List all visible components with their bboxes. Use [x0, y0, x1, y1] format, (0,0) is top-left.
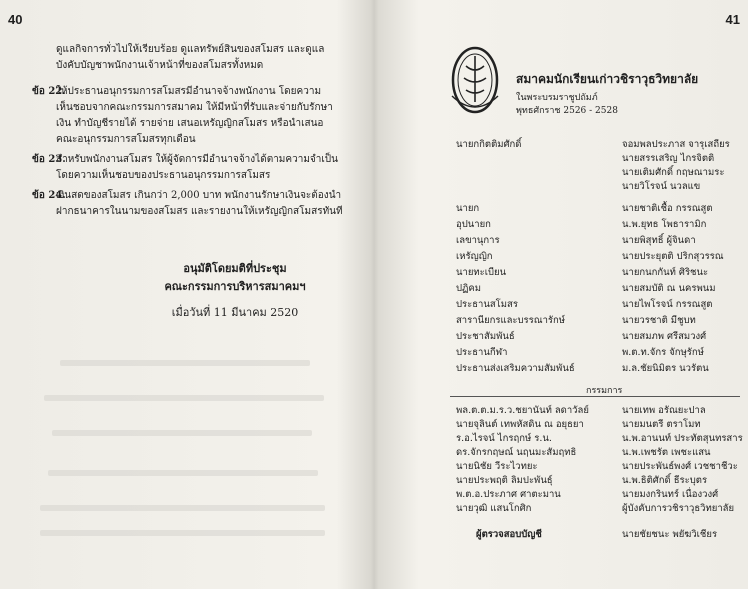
committee-label: กรรมการ — [586, 386, 623, 396]
show-through-mark — [52, 430, 312, 436]
show-through-mark — [40, 530, 325, 536]
officer-name: นายพิสุทธิ์ ผู้จินดา — [622, 235, 696, 246]
association-seal-icon — [444, 44, 506, 118]
article-number: ข้อ 22. — [32, 86, 66, 97]
text-line: เงิน ทำบัญชีรายได้ รายจ่าย เสนอเหรัญญิกสโมสร หรือนำเสนอ — [56, 118, 324, 129]
committee-member: น.พ.ธิติศักดิ์ ธีระบุตร — [622, 475, 708, 486]
approval-date: เมื่อวันที่ 11 มีนาคม 2520 — [171, 306, 299, 319]
committee-member: นายประพฤติ ลิมปะพันธุ์ — [456, 475, 553, 486]
position-label: นายกกิตติมศักดิ์ — [456, 139, 522, 150]
position-label: นายทะเบียน — [456, 267, 507, 278]
committee-member: นายเทพ อรัณยะปาล — [622, 405, 706, 416]
text-line: สำหรับพนักงานสโมสร ให้ผู้จัดการมีอำนาจจ้างได้ตามความจำเป็น — [56, 154, 338, 165]
officer-name: นายประยุตติ ปริกสุวรรณ — [622, 251, 724, 262]
text-line: คณะอนุกรรมการสโมสรทุกเดือน — [56, 134, 196, 145]
auditor-name: นายชัยชนะ พยัฆวิเชียร — [622, 529, 718, 540]
committee-member: พล.ต.ต.ม.ร.ว.ชยานันท์ ลดาวัลย์ — [456, 405, 589, 416]
term-years: พุทธศักราช 2526 - 2528 — [516, 106, 618, 116]
officer-name: น.พ.ยุทธ โพธารามิก — [622, 219, 707, 230]
text-line: ฝากธนาคารในนามของสโมสร และรายงานให้เหรัญญิกสโมสรทันที — [56, 206, 343, 217]
approval-line: คณะกรรมการบริหารสมาคมฯ — [164, 280, 306, 293]
committee-member: นายนิชัย วีระไวทยะ — [456, 461, 538, 472]
position-label: ประธานส่งเสริมความสัมพันธ์ — [456, 363, 575, 374]
position-label: สารานียกรและบรรณารักษ์ — [456, 315, 566, 326]
officer-name: จอมพลประภาส จารุเสถียร — [622, 139, 730, 150]
committee-member: น.พ.เพชรัต เพชะแสน — [622, 447, 711, 458]
show-through-mark — [40, 505, 325, 511]
committee-member: ดร.จักรกฤษณ์ นฤนมะสัมฤทธิ — [456, 447, 577, 458]
text-line: เห็นชอบจากคณะกรรมการสมาคม ให้มีหน้าที่รับและจ่ายกับรักษา — [56, 102, 333, 113]
article-number: ข้อ 23. — [32, 154, 66, 165]
text-line: เงินสดของสโมสร เกินกว่า 2,000 บาท พนักงานรักษาเงินจะต้องนำ — [56, 190, 342, 201]
show-through-mark — [60, 360, 310, 366]
officer-name: ม.ล.ชัยนิมิตร นวรัตน — [622, 363, 709, 374]
approval-block — [120, 260, 350, 296]
text-line: ดูแลกิจการทั่วไปให้เรียบร้อย ดูแลทรัพย์สินของสโมสร และดูแล — [56, 44, 325, 55]
divider — [450, 396, 740, 397]
committee-member: น.พ.อานนท์ ประทัตสุนทรสาร — [622, 433, 743, 444]
position-label: เหรัญญิก — [456, 251, 493, 262]
officer-name: นายวรชาติ มีชูบท — [622, 315, 696, 326]
text-line: บังคับบัญชาพนักงานเจ้าหน้าที่ของสโมสรทั้งหมด — [56, 60, 264, 71]
left-page — [0, 0, 372, 589]
committee-member: ผู้บังคับการวชิราวุธวิทยาลัย — [622, 503, 735, 514]
position-label: ประชาสัมพันธ์ — [456, 331, 515, 342]
position-label: อุปนายก — [456, 219, 491, 230]
officer-name: นายเติมศักดิ์ กฤษณามระ — [622, 167, 725, 178]
right-page — [376, 0, 748, 589]
committee-member: นายมนตรี ตราโมท — [622, 419, 701, 430]
committee-member: นายจุลินต์ เทพหัสดิน ณ อยุธยา — [456, 419, 584, 430]
officer-name: นายกนกกันท์ ศิริชนะ — [622, 267, 709, 278]
page-number: 41 — [725, 12, 740, 27]
committee-member: นายประพันธ์พงศ์ เวชชาชีวะ — [622, 461, 738, 472]
page-number: 40 — [8, 12, 23, 27]
organization-subtitle — [516, 92, 618, 118]
organization-name: สมาคมนักเรียนเก่าวชิราวุธวิทยาลัย — [516, 72, 699, 86]
officer-name: นายไพโรจน์ กรรณสูต — [622, 299, 713, 310]
officer-name: นายสมบัติ ณ นครพนม — [622, 283, 716, 294]
show-through-mark — [48, 470, 318, 476]
text-line: ให้ประธานอนุกรรมการสโมสรมีอำนาจจ้างพนักงาน โดยความ — [56, 86, 322, 97]
committee-member: นายมงกรินทร์ เนื่องวงศ์ — [622, 489, 719, 500]
text-line: โดยความเห็นชอบของประธานอนุกรรมการสโมสร — [56, 170, 271, 181]
officer-name: นายวิโรจน์ นวลแข — [622, 181, 701, 192]
article-number: ข้อ 24. — [32, 190, 66, 201]
officer-name: นายสรรเสริญ ไกรจิตติ — [622, 153, 715, 164]
position-label: เลขานุการ — [456, 235, 500, 246]
committee-member: ร.อ.ไรจน์ ไกรฤกษ์ ร.น. — [456, 433, 552, 444]
show-through-mark — [44, 395, 324, 401]
position-label: นายก — [456, 203, 480, 214]
committee-member: พ.ต.อ.ประภาศ ศาตะมาน — [456, 489, 561, 500]
officer-name: นายสมภพ ศรีสมวงศ์ — [622, 331, 707, 342]
patronage: ในพระบรมราชูปถัมภ์ — [516, 93, 598, 103]
position-label: ปฏิคม — [456, 283, 482, 294]
auditor-label: ผู้ตรวจสอบบัญชี — [476, 529, 542, 540]
officer-name: นายชาติเชื้อ กรรณสูต — [622, 203, 713, 214]
position-label: ประธานกีฬา — [456, 347, 508, 358]
approval-line: อนุมัติโดยมติที่ประชุม — [183, 262, 287, 275]
committee-member: นายวุฒิ แสนโกศิก — [456, 503, 532, 514]
article-21-continuation — [56, 42, 356, 74]
position-label: ประธานสโมสร — [456, 299, 518, 310]
officer-name: พ.ต.ท.จักร จักษุรักษ์ — [622, 347, 704, 358]
